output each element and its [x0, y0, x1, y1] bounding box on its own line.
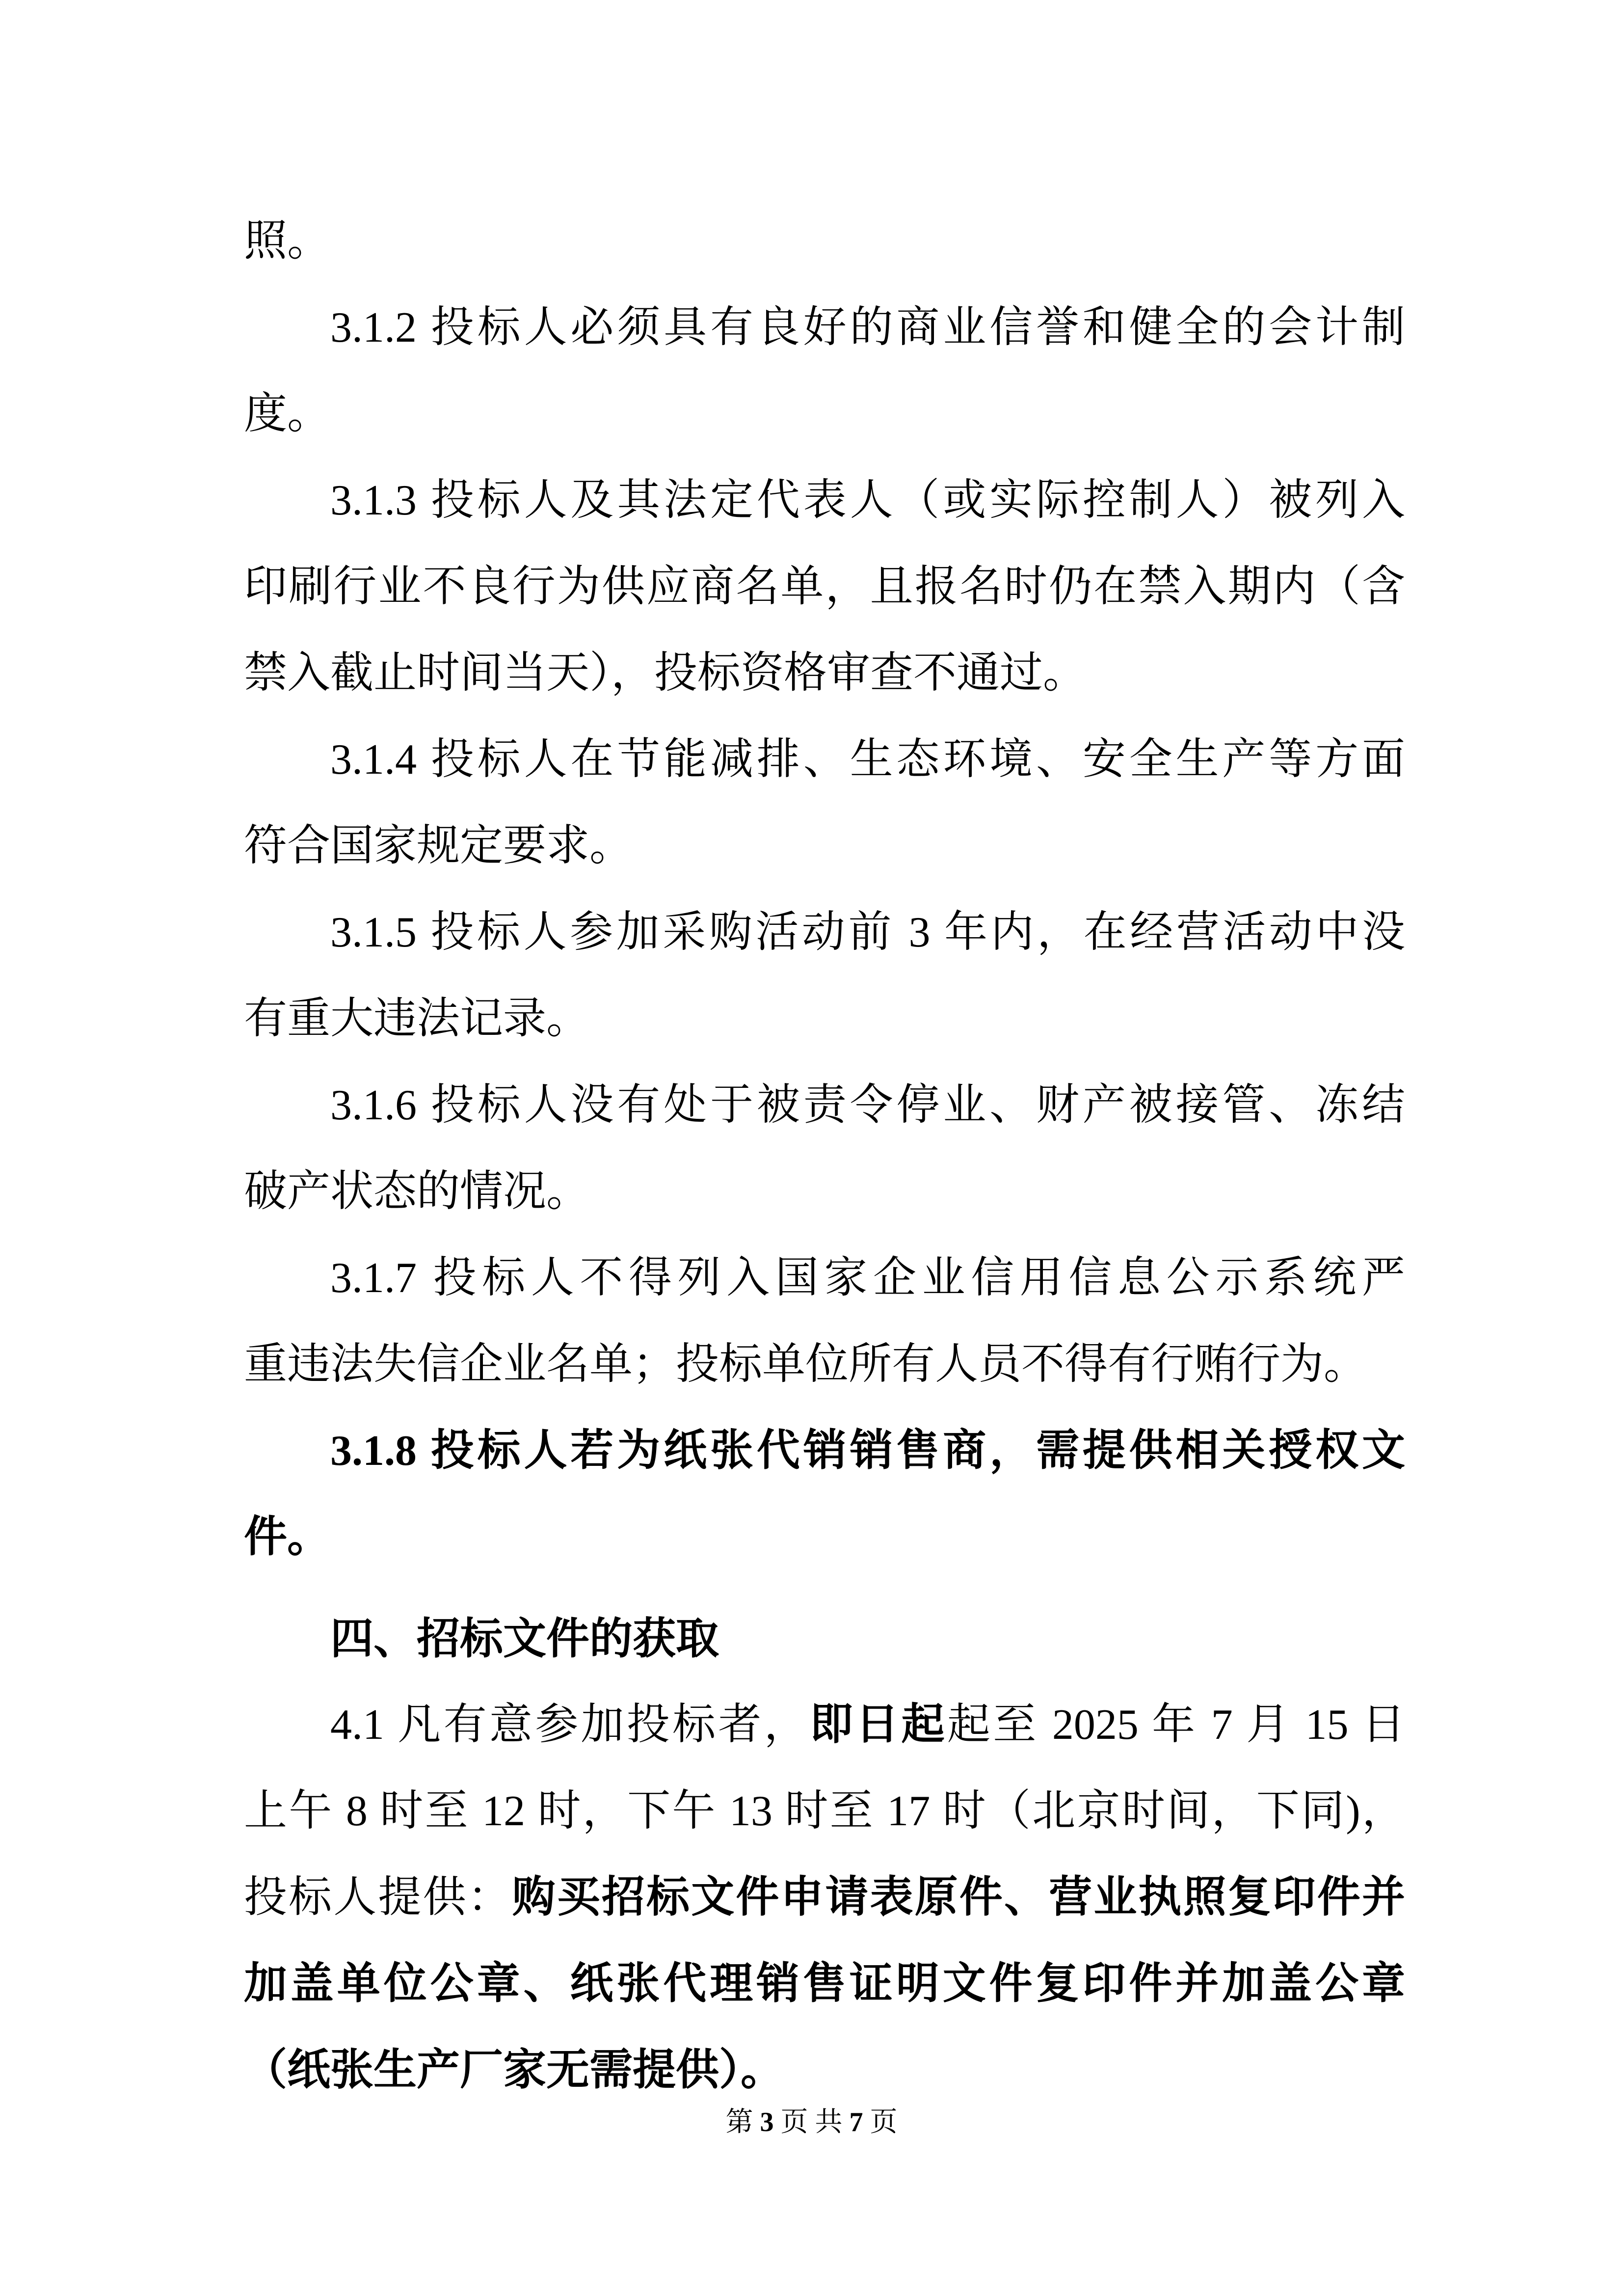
text-line — [244, 630, 1405, 717]
text-segment: 即日起 — [810, 1701, 947, 1749]
text-segment: 3.1.4 投标人在节能减排、生态环境、安全生产等方面 — [330, 736, 1405, 783]
text-segment: 禁入截止时间当天），投标资格审查不通过。 — [244, 649, 1087, 697]
text-segment: 印刷行业不良行为供应商名单，且报名时仍在禁入期内（含 — [244, 563, 1405, 611]
text-line — [244, 2027, 1405, 2114]
text-line — [244, 1855, 1405, 1941]
text-segment: 3.1.2 投标人必须具有良好的商业信誉和健全的会计制 — [330, 304, 1405, 351]
text-line — [244, 1408, 1405, 1494]
text-line — [244, 371, 1405, 458]
text-line — [244, 1768, 1405, 1855]
text-segment: 度。 — [244, 390, 331, 438]
page-number-text: 3 — [760, 2107, 774, 2137]
text-line — [244, 1682, 1405, 1768]
text-segment: 4.1 凡有意参加投标者， — [330, 1701, 810, 1749]
text-segment: 符合国家规定要求。 — [244, 822, 633, 870]
text-segment: 有重大违法记录。 — [244, 995, 590, 1043]
text-segment: 投标人提供： — [244, 1874, 512, 1921]
text-segment: 3.1.7 投标人不得列入国家企业信用信息公示系统严 — [330, 1254, 1405, 1302]
text-segment: 上午 8 时至 12 时，下午 13 时至 17 时（北京时间，下同)， — [244, 1787, 1405, 1835]
text-line — [244, 1235, 1405, 1322]
page-footer — [0, 2105, 1623, 2139]
text-segment: 加盖单位公章、纸张代理销售证明文件复印件并加盖公章 — [244, 1960, 1405, 2008]
text-line — [244, 890, 1405, 976]
page-number-text: 页 — [863, 2107, 898, 2137]
text-segment: 3.1.3 投标人及其法定代表人（或实际控制人）被列入 — [330, 477, 1405, 524]
text-segment: 3.1.5 投标人参加采购活动前 3 年内，在经营活动中没 — [330, 909, 1405, 956]
section-heading — [244, 1595, 1405, 1682]
text-segment: 起至 2025 年 7 月 15 日 — [947, 1701, 1405, 1749]
text-line — [244, 1494, 1405, 1581]
text-segment: 3.1.6 投标人没有处于被责令停业、财产被接管、冻结 — [330, 1081, 1405, 1129]
page-number-text: 页 共 — [773, 2107, 850, 2137]
text-line — [244, 1149, 1405, 1235]
text-segment: 购买招标文件申请表原件、营业执照复印件并 — [512, 1874, 1405, 1921]
text-line — [244, 1322, 1405, 1408]
text-line — [244, 544, 1405, 630]
page-number-text: 第 — [725, 2107, 760, 2137]
text-line — [244, 803, 1405, 890]
text-line — [244, 976, 1405, 1062]
text-segment: 四、招标文件的获取 — [330, 1614, 719, 1663]
text-line — [244, 1062, 1405, 1149]
text-line — [244, 717, 1405, 803]
text-line — [244, 198, 1405, 285]
text-segment: 照。 — [244, 217, 331, 265]
text-segment: 破产状态的情况。 — [244, 1168, 590, 1216]
page-number-text: 7 — [849, 2107, 863, 2137]
text-segment: 重违法失信企业名单；投标单位所有人员不得有行贿行为。 — [244, 1341, 1367, 1388]
text-line — [244, 458, 1405, 544]
text-segment: （纸张生产厂家无需提供）。 — [244, 2047, 784, 2094]
text-line — [244, 1941, 1405, 2027]
text-segment: 件。 — [244, 1513, 331, 1561]
text-line — [244, 285, 1405, 371]
text-segment: 3.1.8 投标人若为纸张代销销售商，需提供相关授权文 — [330, 1427, 1405, 1475]
document-body — [244, 198, 1405, 2114]
